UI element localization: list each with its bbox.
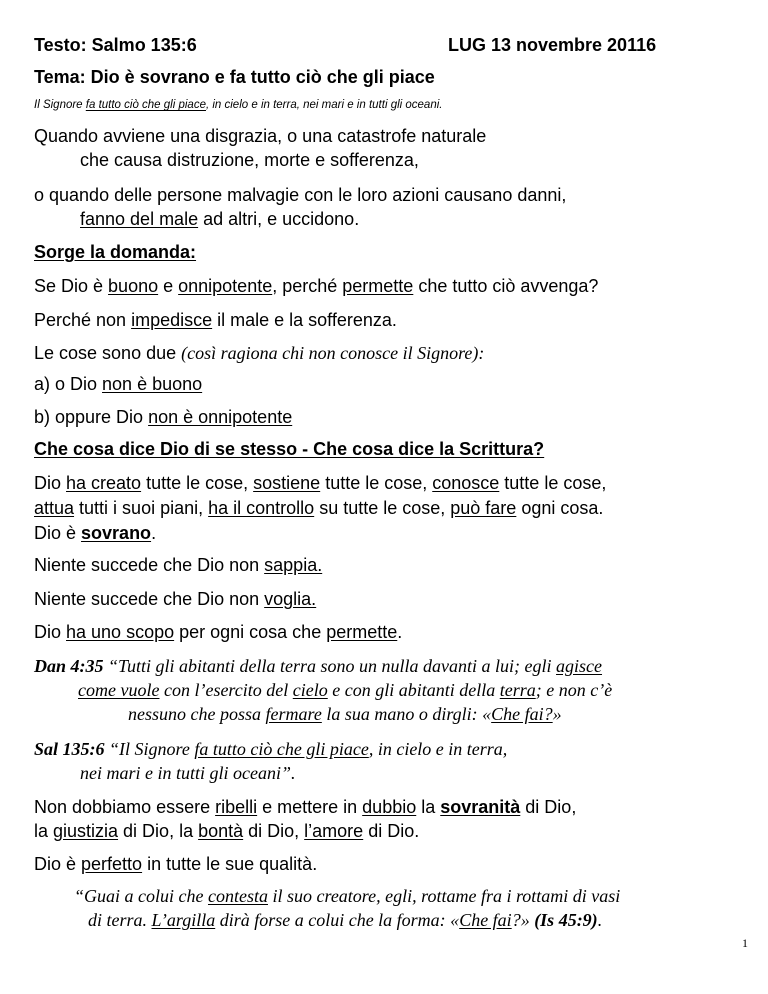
conclusione-line3: Dio è perfetto in tutte le sue qualità. [34,854,318,874]
niente-sappia: Niente succede che Dio non sappia. [34,555,323,575]
dan-quote-line1: Dan 4:35 “Tutti gli abitanti della terra sono un nulla davanti a lui; egli agisce [34,656,603,676]
scrittura-line3: Dio è sovrano. [34,523,157,543]
p1-line1: Quando avviene una disgrazia, o una catastrofe naturale [34,126,487,146]
page-number: 1 [742,936,748,950]
domanda-q1: Se Dio è buono e onnipotente, perché permette che tutto ciò avvenga? [34,276,599,296]
option-a: a) o Dio non è buono [34,374,203,394]
dan-quote-line2: come vuole con l’esercito del cielo e con gli abitanti della terra; e non c’è [78,680,613,700]
scrittura-heading: Che cosa dice Dio di se stesso - Che cosa dice la Scrittura? [34,439,545,459]
niente-voglia: Niente succede che Dio non voglia. [34,589,317,609]
domanda-q3: Le cose sono due (così ragiona chi non conosce il Signore): [34,343,485,363]
date-label: LUG 13 novembre 20116 [448,35,657,55]
dan-quote-line3: nessuno che possa fermare la sua mano o dirgli: «Che fai?» [128,704,562,724]
conclusione-line2: la giustizia di Dio, la bontà di Dio, l’amore di Dio. [34,821,420,841]
conclusione-line1: Non dobbiamo essere ribelli e mettere in dubbio la sovranità di Dio, [34,797,577,817]
testo-label: Testo: Salmo 135:6 [34,35,197,55]
scrittura-line2: attua tutti i suoi piani, ha il controllo su tutte le cose, può fare ogni cosa. [34,498,604,518]
p2-line1: o quando delle persone malvagie con le loro azioni causano danni, [34,185,567,205]
verse-small: Il Signore fa tutto ciò che gli piace, in cielo e in terra, nei mari e in tutti gli oceani. [34,99,443,111]
scopo-line: Dio ha uno scopo per ogni cosa che permette. [34,622,403,642]
p1-line2: che causa distruzione, morte e sofferenza, [80,150,419,170]
domanda-q2: Perché non impedisce il male e la sofferenza. [34,310,397,330]
isaia-quote-line1: “Guai a colui che contesta il suo creatore, egli, rottame fra i rottami di vasi [74,886,621,906]
sal-quote-line2: nei mari e in tutti gli oceani”. [80,763,296,783]
scrittura-line1: Dio ha creato tutte le cose, sostiene tutte le cose, conosce tutte le cose, [34,473,607,493]
p2-line2: fanno del male ad altri, e uccidono. [80,209,360,229]
domanda-heading: Sorge la domanda: [34,242,197,262]
tema-title: Tema: Dio è sovrano e fa tutto ciò che gli piace [34,67,435,87]
isaia-quote-line2: di terra. L’argilla dirà forse a colui che la forma: «Che fai?» (Is 45:9). [88,910,603,930]
sal-quote-line1: Sal 135:6 “Il Signore fa tutto ciò che gli piace, in cielo e in terra, [34,739,508,759]
option-b: b) oppure Dio non è onnipotente [34,407,293,427]
